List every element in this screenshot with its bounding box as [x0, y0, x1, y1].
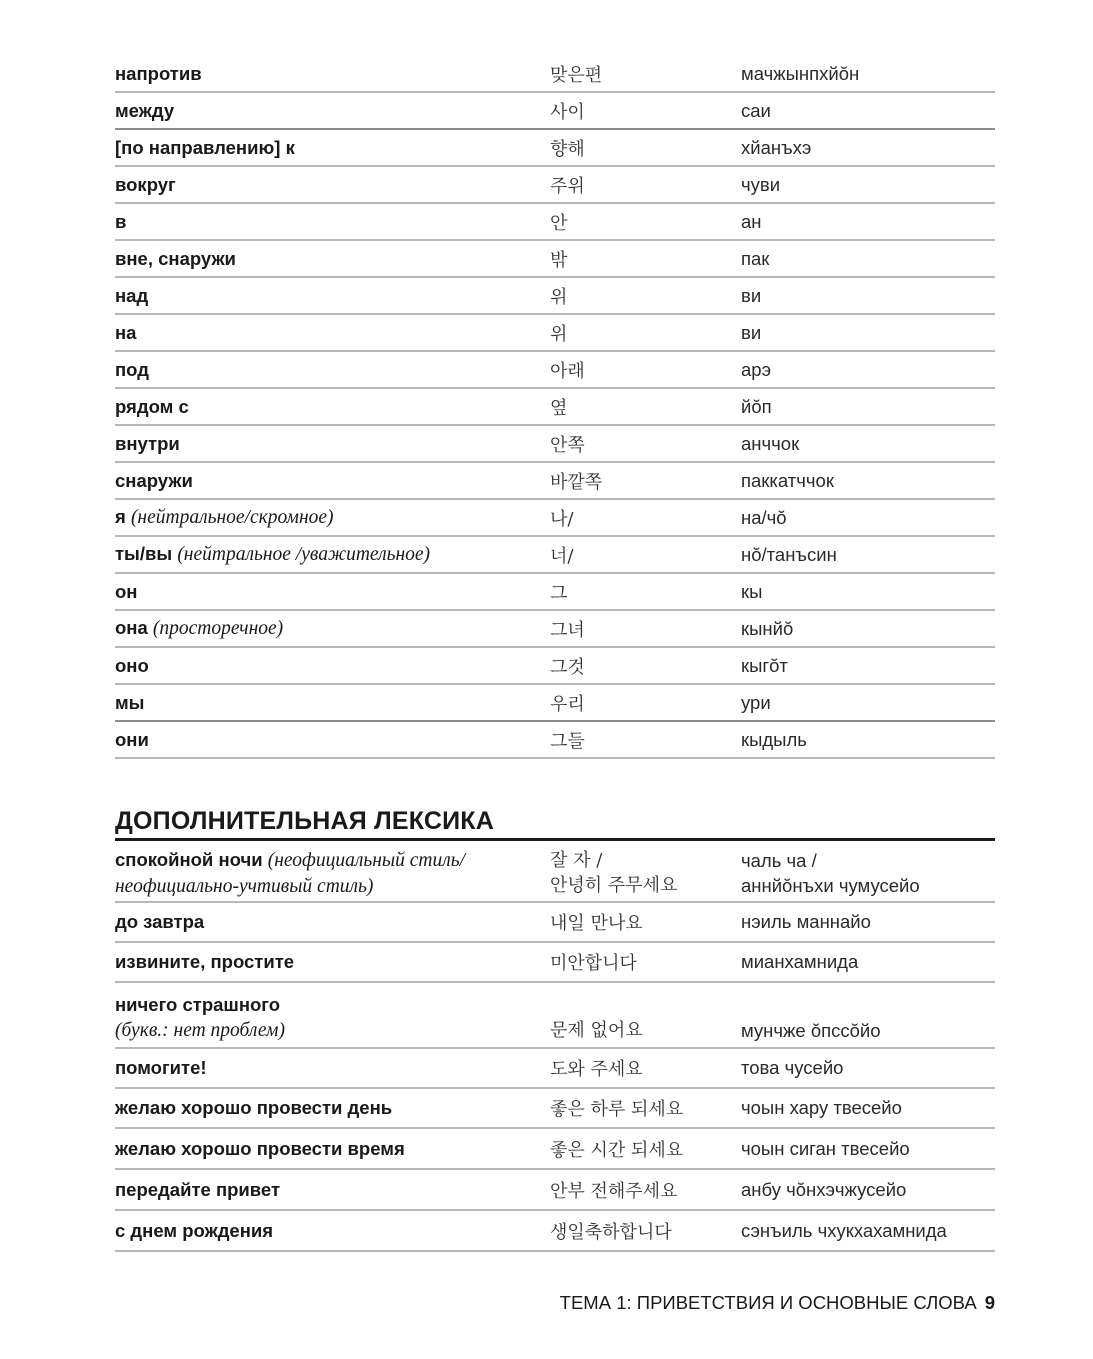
table-row — [115, 942, 995, 982]
korean-word: 밖 — [550, 240, 741, 277]
korean-word: 위 — [550, 277, 741, 314]
korean-phrase: 도와 주세요 — [550, 1048, 741, 1088]
table-row — [115, 462, 995, 499]
korean-phrase: 생일축하합니다 — [550, 1210, 741, 1251]
transcription: ви — [741, 314, 995, 351]
usage-note: (букв.: нет проблем) — [115, 1020, 285, 1041]
transcription: чоын сиган твесейо — [741, 1128, 995, 1169]
chapter-title: ТЕМА 1: ПРИВЕТСТВИЯ И ОСНОВНЫЕ СЛОВА — [559, 1292, 977, 1313]
korean-phrase: 내일 만나요 — [550, 902, 741, 942]
russian-word: под — [115, 351, 550, 388]
russian-phrase: извините, простите — [115, 942, 550, 982]
russian-word: на — [115, 314, 550, 351]
page-number: 9 — [984, 1292, 995, 1313]
russian-phrase: до завтра — [115, 902, 550, 942]
table-row — [115, 982, 995, 1048]
russian-word: ты/вы (нейтральное /уважительное) — [115, 536, 550, 573]
usage-note: неофициально-учтивый стиль) — [115, 876, 374, 897]
russian-word: он — [115, 573, 550, 610]
russian-phrase: желаю хорошо провести время — [115, 1128, 550, 1169]
russian-phrase: передайте привет — [115, 1169, 550, 1210]
table-row — [115, 166, 995, 203]
korean-word: 너/ — [550, 536, 741, 573]
russian-word: в — [115, 203, 550, 240]
table-row — [115, 1048, 995, 1088]
table-row — [115, 845, 995, 902]
transcription: чоын хару твесейо — [741, 1088, 995, 1128]
transcription: ури — [741, 684, 995, 721]
table-row — [115, 1210, 995, 1251]
korean-phrase: 좋은 시간 되세요 — [550, 1128, 741, 1169]
korean-word: 나/ — [550, 499, 741, 536]
table-row — [115, 1169, 995, 1210]
korean-phrase: 미안합니다 — [550, 942, 741, 982]
russian-word: вокруг — [115, 166, 550, 203]
table-row — [115, 573, 995, 610]
korean-word: 그 — [550, 573, 741, 610]
russian-word: между — [115, 92, 550, 129]
page-footer — [560, 1292, 995, 1314]
transcription: анччок — [741, 425, 995, 462]
table-row — [115, 610, 995, 647]
transcription: мунчже ŏпссŏйо — [741, 982, 995, 1048]
russian-phrase: спокойной ночи (неофициальный стиль/ неофициально-учтивый стиль) — [115, 845, 550, 902]
transcription: йŏп — [741, 388, 995, 425]
table-row — [115, 721, 995, 758]
table-row — [115, 499, 995, 536]
table-row — [115, 1128, 995, 1169]
transcription: пак — [741, 240, 995, 277]
transcription: на/чŏ — [741, 499, 995, 536]
korean-word: 그들 — [550, 721, 741, 758]
transcription: чуви — [741, 166, 995, 203]
russian-phrase: помогите! — [115, 1048, 550, 1088]
korean-word: 사이 — [550, 92, 741, 129]
russian-word: я (нейтральное/скромное) — [115, 499, 550, 536]
russian-phrase: желаю хорошо провести день — [115, 1088, 550, 1128]
table-row — [115, 902, 995, 942]
table-row — [115, 1088, 995, 1128]
korean-word: 주위 — [550, 166, 741, 203]
table-row — [115, 129, 995, 166]
transcription: нŏ/танъсин — [741, 536, 995, 573]
usage-note: (нейтральное/скромное) — [130, 507, 334, 528]
russian-word: она (просторечное) — [115, 610, 550, 647]
transcription: саи — [741, 92, 995, 129]
vocab-table — [115, 56, 995, 759]
table-row — [115, 351, 995, 388]
korean-word: 아래 — [550, 351, 741, 388]
transcription: арэ — [741, 351, 995, 388]
usage-note: (просторечное) — [152, 618, 284, 639]
transcription: анбу чŏнхэчжусейо — [741, 1169, 995, 1210]
russian-word: рядом с — [115, 388, 550, 425]
transcription: кыдыль — [741, 721, 995, 758]
table-row — [115, 92, 995, 129]
russian-word: снаружи — [115, 462, 550, 499]
transcription: това чусейо — [741, 1048, 995, 1088]
korean-word: 안쪽 — [550, 425, 741, 462]
table-row — [115, 388, 995, 425]
russian-word: они — [115, 721, 550, 758]
russian-word: [по направлению] к — [115, 129, 550, 166]
russian-phrase: ничего страшного (букв.: нет проблем) — [115, 982, 550, 1048]
korean-word: 그것 — [550, 647, 741, 684]
usage-note: (неофициальный стиль/ — [267, 850, 466, 871]
table-row — [115, 684, 995, 721]
table-row — [115, 536, 995, 573]
korean-word: 옆 — [550, 388, 741, 425]
korean-word: 안 — [550, 203, 741, 240]
transcription: ви — [741, 277, 995, 314]
transcription: сэнъиль чхукхахамнида — [741, 1210, 995, 1251]
transcription: кыгŏт — [741, 647, 995, 684]
transcription: мианхамнида — [741, 942, 995, 982]
section-heading: ДОПОЛНИТЕЛЬНАЯ ЛЕКСИКА — [115, 807, 995, 841]
transcription: кы — [741, 573, 995, 610]
usage-note: (нейтральное /уважительное) — [177, 544, 431, 565]
korean-word: 맞은편 — [550, 56, 741, 92]
russian-word: вне, снаружи — [115, 240, 550, 277]
table-row — [115, 647, 995, 684]
extra-vocab-table — [115, 845, 995, 1252]
korean-word: 위 — [550, 314, 741, 351]
russian-phrase: с днем рождения — [115, 1210, 550, 1251]
table-row — [115, 277, 995, 314]
table-row — [115, 203, 995, 240]
transcription: паккатччок — [741, 462, 995, 499]
korean-word: 바깥쪽 — [550, 462, 741, 499]
table-row — [115, 56, 995, 92]
korean-word: 그녀 — [550, 610, 741, 647]
russian-word: оно — [115, 647, 550, 684]
transcription: кынйŏ — [741, 610, 995, 647]
korean-word: 향해 — [550, 129, 741, 166]
korean-phrase: 안부 전해주세요 — [550, 1169, 741, 1210]
transcription: мачжынпхйŏн — [741, 56, 995, 92]
russian-word: внутри — [115, 425, 550, 462]
table-row — [115, 314, 995, 351]
korean-phrase: 문제 없어요 — [550, 982, 741, 1048]
transcription: хйанъхэ — [741, 129, 995, 166]
transcription: ан — [741, 203, 995, 240]
transcription: чаль ча / аннйŏнъхи чумусейо — [741, 845, 995, 902]
korean-phrase: 잘 자 / 안녕히 주무세요 — [550, 845, 741, 902]
russian-word: мы — [115, 684, 550, 721]
russian-word: над — [115, 277, 550, 314]
table-row — [115, 425, 995, 462]
russian-word: напротив — [115, 56, 550, 92]
transcription: нэиль маннайо — [741, 902, 995, 942]
table-row — [115, 240, 995, 277]
korean-word: 우리 — [550, 684, 741, 721]
korean-phrase: 좋은 하루 되세요 — [550, 1088, 741, 1128]
